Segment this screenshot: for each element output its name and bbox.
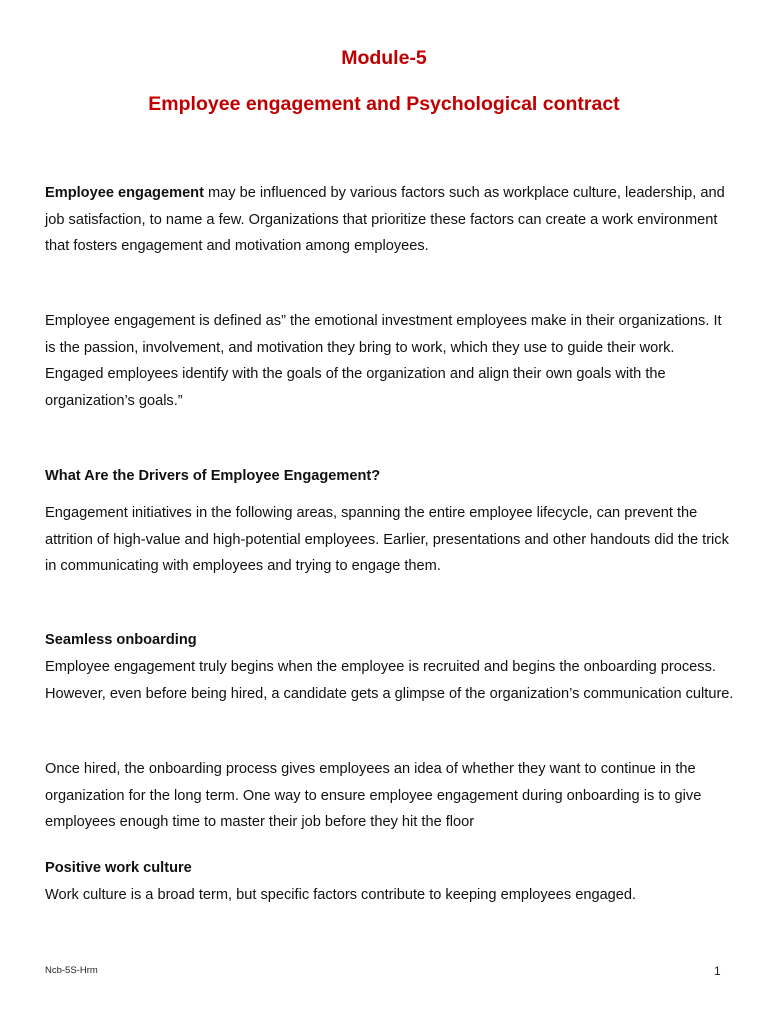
document-subtitle: Employee engagement and Psychological contract — [148, 93, 620, 115]
page-number: 1 — [714, 964, 721, 978]
intro-paragraph — [45, 180, 735, 260]
intro-text: may be influenced by various factors such as workplace culture, leadership, and job satisfaction, to name a few. Organizations that prioritize these factors can create a work environment that fosters engagement and motivation among employees. — [45, 185, 725, 255]
module-title: Module-5 — [341, 47, 427, 69]
drivers-paragraph: Engagement initiatives in the following areas, spanning the entire employee lifecycle, can prevent the attrition of high-value and high-potential employees. Earlier, presentations and other handouts did the trick in communicating with employees and trying to engage them. — [45, 505, 729, 575]
definition-paragraph: Employee engagement is defined as” the emotional investment employees make in their organizations. It is the passion, involvement, and motivation they bring to work, which they use to guide their work. Engaged employees identify with the goals of the organization and align their own goals with the organization’s goals.” — [45, 313, 722, 410]
intro-bold-lead: Employee engagement — [45, 185, 204, 201]
culture-paragraph: Work culture is a broad term, but specific factors contribute to keeping employees engaged. — [45, 887, 637, 903]
drivers-heading: What Are the Drivers of Employee Engagement? — [45, 468, 381, 484]
culture-heading: Positive work culture — [45, 860, 192, 876]
onboarding-heading: Seamless onboarding — [45, 632, 197, 648]
onboarding-paragraph-2: Once hired, the onboarding process gives employees an idea of whether they want to continue in the organization for the long term. One way to ensure employee engagement during onboarding is to give employees enough time to master their job before they hit the floor — [45, 761, 702, 831]
onboarding-paragraph-1: Employee engagement truly begins when the employee is recruited and begins the onboarding process. However, even before being hired, a candidate gets a glimpse of the organization’s communication culture. — [45, 659, 734, 702]
footer-label: Ncb-5S-Hrm — [45, 965, 98, 976]
